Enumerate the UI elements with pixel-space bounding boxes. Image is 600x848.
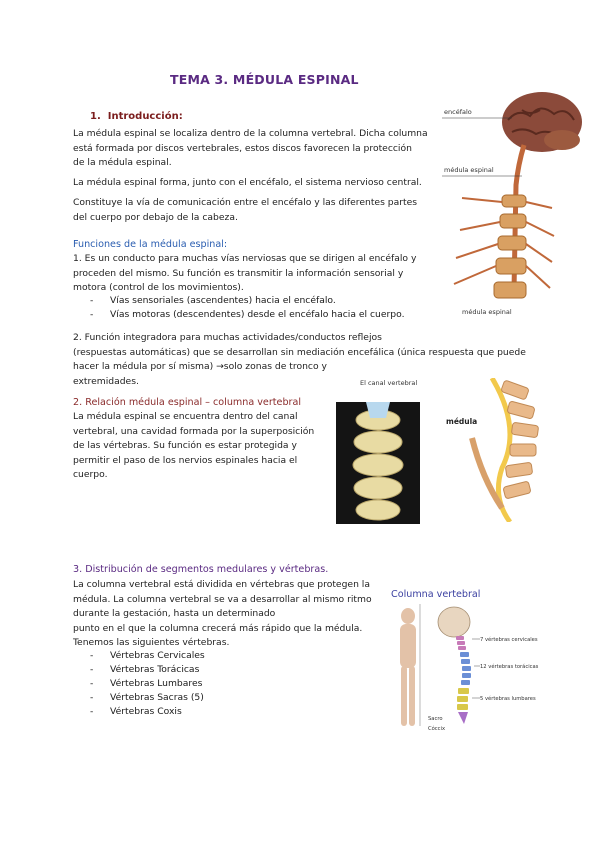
section-3-heading: 3. Distribución de segmentos medulares y vértebras.	[73, 564, 329, 575]
label-medula-espinal-bottom: médula espinal	[462, 308, 512, 316]
vertebral-column-figure	[390, 604, 550, 734]
list-item: - Vértebras Cervicales	[90, 650, 205, 661]
label-canal-vertebral: El canal vertebral	[360, 379, 418, 387]
list-item: - Vértebras Lumbares	[90, 678, 203, 689]
page-title: TEMA 3. MÉDULA ESPINAL	[170, 72, 359, 87]
vertebral-canal-photo	[336, 402, 420, 524]
section-number: 1.	[90, 111, 101, 122]
label-lumbares: 5 vértebras lumbares	[480, 696, 536, 702]
vertebrae-list	[90, 649, 205, 719]
section-2-heading: 2. Relación médula espinal – columna vertebral	[73, 397, 302, 408]
label-coccix: Cóccix	[428, 726, 446, 732]
intro-paragraph-3: Constituye la vía de comunicación entre el encéfalo y las diferentes partes del cuerpo por debajo de la cabeza.	[73, 197, 418, 223]
intro-paragraph-1: La médula espinal se localiza dentro de la columna vertebral. Dicha columna está formada por discos vertebrales, estos discos favorecen la protección de la médula espinal.	[73, 128, 428, 168]
functions-heading: Funciones de la médula espinal:	[73, 239, 228, 250]
label-medula: médula	[446, 417, 478, 426]
brain-spinal-cord-figure	[442, 90, 590, 320]
label-toracicas: 12 vértebras torácicas	[480, 664, 539, 670]
section-3-text: La columna vertebral está dividida en vértebras que protegen la médula. La columna vertebral se va a desarrollar al mismo ritmo durante la gestación, hasta un determinado punto en el que la columna crecerá más rápido que la médula. Tenemos las siguientes vértebras.	[73, 579, 372, 648]
functions-bullets	[90, 294, 405, 322]
section-title: Introducción:	[107, 111, 183, 122]
intro-paragraph-2: La médula espinal forma, junto con el encéfalo, el sistema nervioso central.	[73, 177, 422, 188]
list-item: - Vértebras Sacras (5)	[90, 692, 204, 703]
function-item-1: 1. Es un conducto para muchas vías nerviosas que se dirigen al encéfalo y proceden del mismo. Su función es transmitir la información sensorial y motora (control de los movimientos).	[73, 253, 417, 293]
section-2-text: La médula espinal se encuentra dentro del canal vertebral, una cavidad formada por la superposición de las vértebras. Su función es estar protegida y permitir el paso de los nervios espinales hacia el cuerpo.	[73, 411, 315, 480]
label-medula-espinal: médula espinal	[444, 166, 494, 174]
list-item: - Vías sensoriales (ascendentes) hacia el encéfalo.	[90, 295, 336, 306]
label-sacro: Sacro	[428, 716, 443, 722]
function-item-2: 2. Función integradora para muchas actividades/conductos reflejos (respuestas automáticas) que se desarrollan sin mediación encefálica (única respuesta que puede hacer la médula por sí misma) →solo zonas de tronco y extremidades.	[73, 332, 526, 387]
list-item: - Vértebras Coxis	[90, 706, 182, 717]
label-cervicales: 7 vértebras cervicales	[480, 637, 538, 643]
figure-title-columna: Columna vertebral	[391, 589, 481, 600]
list-item: - Vías motoras (descendentes) desde el encéfalo hacia el cuerpo.	[90, 309, 405, 320]
section-1-heading	[90, 111, 183, 122]
label-encefalo: encéfalo	[444, 108, 472, 116]
list-item: - Vértebras Torácicas	[90, 664, 200, 675]
spine-medula-figure	[432, 378, 558, 522]
